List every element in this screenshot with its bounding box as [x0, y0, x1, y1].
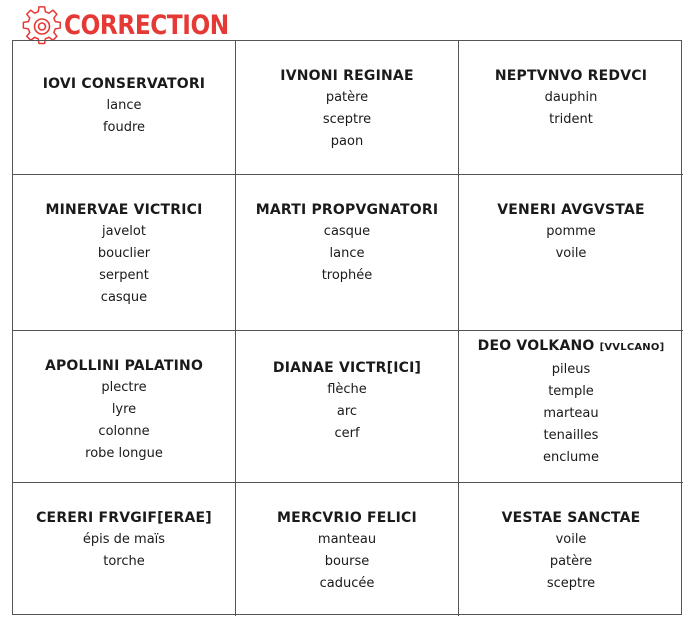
cell-title: IVNONI REGINAE: [280, 68, 414, 84]
attribute-item: voile: [555, 532, 587, 547]
cell-title-note: [VVLCANO]: [599, 342, 665, 353]
attribute-item: trident: [549, 112, 593, 127]
cell-title-text: DEO VOLKANO: [477, 338, 595, 354]
table-cell: [13, 331, 236, 483]
cell-title: VESTAE SANCTAE: [501, 510, 641, 526]
attribute-item: épis de maïs: [82, 532, 166, 547]
attribute-item: flèche: [327, 382, 367, 397]
attribute-item: patère: [325, 90, 369, 105]
attribute-item: sceptre: [322, 112, 372, 127]
attribute-item: pomme: [546, 224, 596, 239]
table-cell: [459, 483, 683, 616]
attribute-item: enclume: [543, 450, 599, 465]
table-cell: [236, 41, 459, 175]
cell-title: MINERVAE VICTRICI: [45, 202, 203, 218]
attribute-item: colonne: [98, 424, 150, 439]
cell-title: CERERI FRVGIF[ERAE]: [36, 510, 212, 526]
attribute-item: voile: [555, 246, 587, 261]
attribute-item: serpent: [99, 268, 149, 283]
cell-title: IOVI CONSERVATORI: [42, 75, 206, 92]
attribute-item: caducée: [319, 576, 375, 591]
attribute-item: arc: [336, 404, 358, 419]
attribute-item: torche: [103, 554, 145, 569]
attribute-item: patère: [549, 554, 593, 569]
attribute-item: lyre: [111, 402, 137, 417]
attribute-item: manteau: [317, 532, 377, 547]
table-cell: [236, 175, 459, 331]
table-cell: [236, 331, 459, 483]
page-title: CORRECTION: [64, 10, 229, 41]
cell-title: MARTI PROPVGNATORI: [255, 202, 439, 218]
attribute-item: trophée: [321, 268, 373, 283]
cell-title: DIANAE VICTR[ICI]: [272, 360, 422, 376]
attribute-item: plectre: [101, 380, 147, 395]
attribute-item: lance: [106, 97, 142, 113]
attribute-item: casque: [323, 224, 371, 239]
attribute-item: foudre: [102, 119, 146, 135]
table-cell: [13, 175, 236, 331]
table-cell: [459, 41, 683, 175]
cell-title: APOLLINI PALATINO: [44, 358, 204, 374]
cell-title: [459, 335, 683, 359]
attribute-item: cerf: [334, 426, 360, 441]
table-cell: [236, 483, 459, 616]
table-cell: [13, 41, 236, 175]
attribute-item: dauphin: [544, 90, 598, 105]
attribute-item: bouclier: [97, 246, 151, 261]
attribute-item: casque: [100, 290, 148, 305]
attribute-item: paon: [330, 134, 364, 149]
deity-table: [12, 40, 682, 615]
table-cell: [459, 175, 683, 331]
table-cell: [459, 331, 683, 483]
attribute-item: robe longue: [85, 446, 163, 461]
attribute-item: pileus: [551, 362, 591, 377]
cell-title: MERCVRIO FELICI: [277, 510, 417, 526]
attribute-item: sceptre: [546, 576, 596, 591]
attribute-item: temple: [548, 384, 594, 399]
table-cell: [13, 483, 236, 616]
cell-title: NEPTVNVO REDVCI: [494, 68, 648, 84]
attribute-item: tenailles: [543, 428, 599, 443]
attribute-item: lance: [329, 246, 365, 261]
cell-title: VENERI AVGVSTAE: [497, 202, 645, 218]
attribute-item: marteau: [543, 406, 599, 421]
attribute-item: javelot: [102, 224, 146, 239]
attribute-item: bourse: [324, 554, 370, 569]
